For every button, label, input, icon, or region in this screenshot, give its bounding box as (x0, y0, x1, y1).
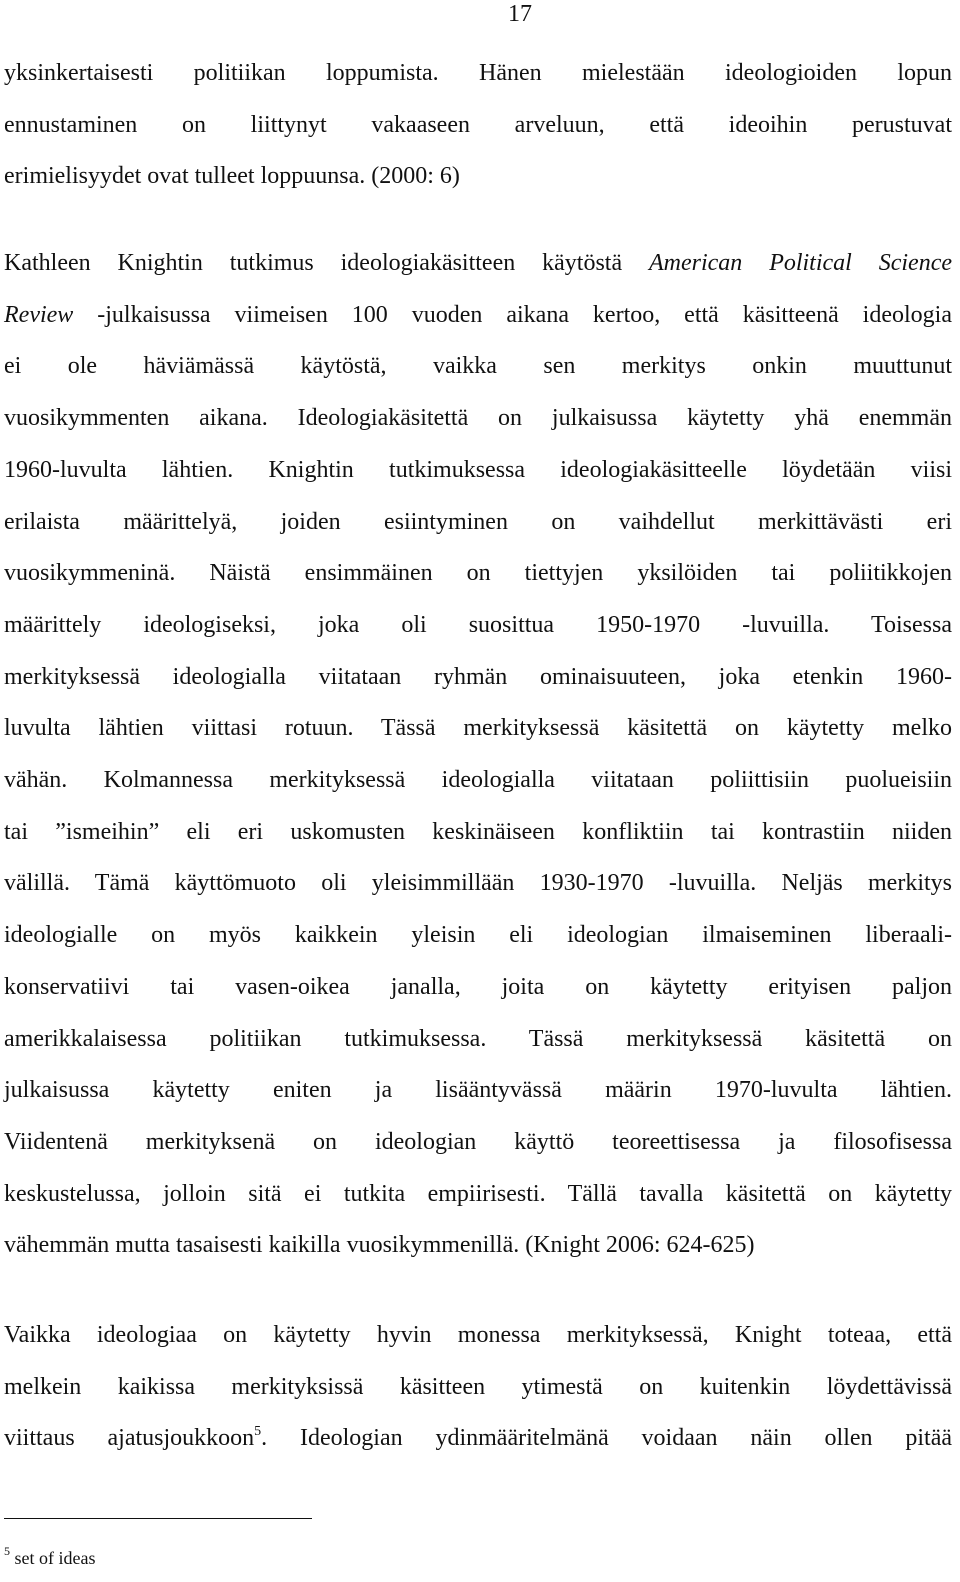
text-line: erimielisyydet ovat tulleet loppuunsa. (2000: 6) (4, 163, 460, 190)
text-run: Kathleen Knightin tutkimus ideologiakäsitteen käytöstä (4, 250, 649, 276)
footnote-text: set of ideas (14, 1548, 96, 1568)
text-line: Viidentenä merkityksenä on ideologian käyttö teoreettisessa ja filosofisessa (4, 1128, 952, 1155)
text-line: erilaista määrittelyä, joiden esiintyminen on vaihdellut merkittävästi eri (4, 508, 952, 535)
text-line: konservatiivi tai vasen-oikea janalla, joita on käytetty erityisen paljon (4, 973, 952, 1000)
text-line: vähän. Kolmannessa merkityksessä ideologialla viitataan poliittisiin puolueisiin (4, 767, 952, 794)
footnote-reference[interactable]: 5 (254, 1424, 262, 1440)
text-line: vuosikymmeninä. Näistä ensimmäinen on tiettyjen yksilöiden tai poliitikkojen (4, 560, 952, 587)
text-line: välillä. Tämä käyttömuoto oli yleisimmillään 1930-1970 -luvuilla. Neljäs merkitys (4, 870, 952, 897)
text-run: . Ideologian ydinmääritelmänä voidaan näin ollen pitää (261, 1425, 952, 1452)
footnote (4, 1546, 95, 1570)
text-line (4, 1413, 952, 1465)
text-line: amerikkalaisessa politiikan tutkimuksessa. Tässä merkityksessä käsitettä on (4, 1025, 952, 1052)
paragraph-3 (4, 1310, 952, 1465)
text-line: tai ”ismeihin” eli eri uskomusten keskinäiseen konfliktiin tai kontrastiin niiden (4, 818, 952, 845)
paragraph-2 (4, 238, 952, 1272)
journal-title-italic: Review (4, 301, 74, 328)
footnote-marker: 5 (4, 1544, 10, 1558)
text-line (4, 238, 952, 290)
text-line: julkaisussa käytetty eniten ja lisääntyvässä määrin 1970-luvulta lähtien. (4, 1077, 952, 1104)
journal-title-italic: American Political Science (649, 250, 953, 276)
footnote-separator (4, 1518, 312, 1519)
text-line: vuosikymmenten aikana. Ideologiakäsitettä on julkaisussa käytetty yhä enemmän (4, 405, 952, 432)
page-number: 17 (508, 1, 532, 27)
text-line: keskustelussa, jolloin sitä ei tutkita empiirisesti. Tällä tavalla käsitettä on käytetty (4, 1180, 952, 1207)
text-line: 1960-luvulta lähtien. Knightin tutkimuksessa ideologiakäsitteelle löydetään viisi (4, 456, 952, 483)
text-line: ei ole häviämässä käytöstä, vaikka sen merkitys onkin muuttunut (4, 353, 952, 380)
text-line: Vaikka ideologiaa on käytetty hyvin monessa merkityksessä, Knight toteaa, että (4, 1322, 952, 1348)
text-line: vähemmän mutta tasaisesti kaikilla vuosikymmenillä. (Knight 2006: 624-625) (4, 1232, 755, 1259)
text-line: yksinkertaisesti politiikan loppumista. Hänen mielestään ideologioiden lopun (4, 60, 952, 86)
text-line: määrittely ideologiseksi, joka oli suosittua 1950-1970 -luvuilla. Toisessa (4, 611, 952, 638)
text-line: ennustaminen on liittynyt vakaaseen arveluun, että ideoihin perustuvat (4, 111, 952, 138)
text-line: ideologialle on myös kaikkein yleisin eli ideologian ilmaiseminen liberaali- (4, 922, 952, 949)
text-line: melkein kaikissa merkityksissä käsitteen ytimestä on kuitenkin löydettävissä (4, 1373, 952, 1400)
text-run: -julkaisussa viimeisen 100 vuoden aikana kertoo, että käsitteenä ideologia (73, 301, 952, 328)
text-run: viittaus ajatusjoukkoon (4, 1425, 255, 1452)
paragraph-1 (4, 48, 952, 203)
text-line: merkityksessä ideologialla viitataan ryhmän ominaisuuteen, joka etenkin 1960- (4, 663, 952, 690)
text-line (4, 290, 952, 342)
text-line: luvulta lähtien viittasi rotuun. Tässä merkityksessä käsitettä on käytetty melko (4, 715, 952, 742)
